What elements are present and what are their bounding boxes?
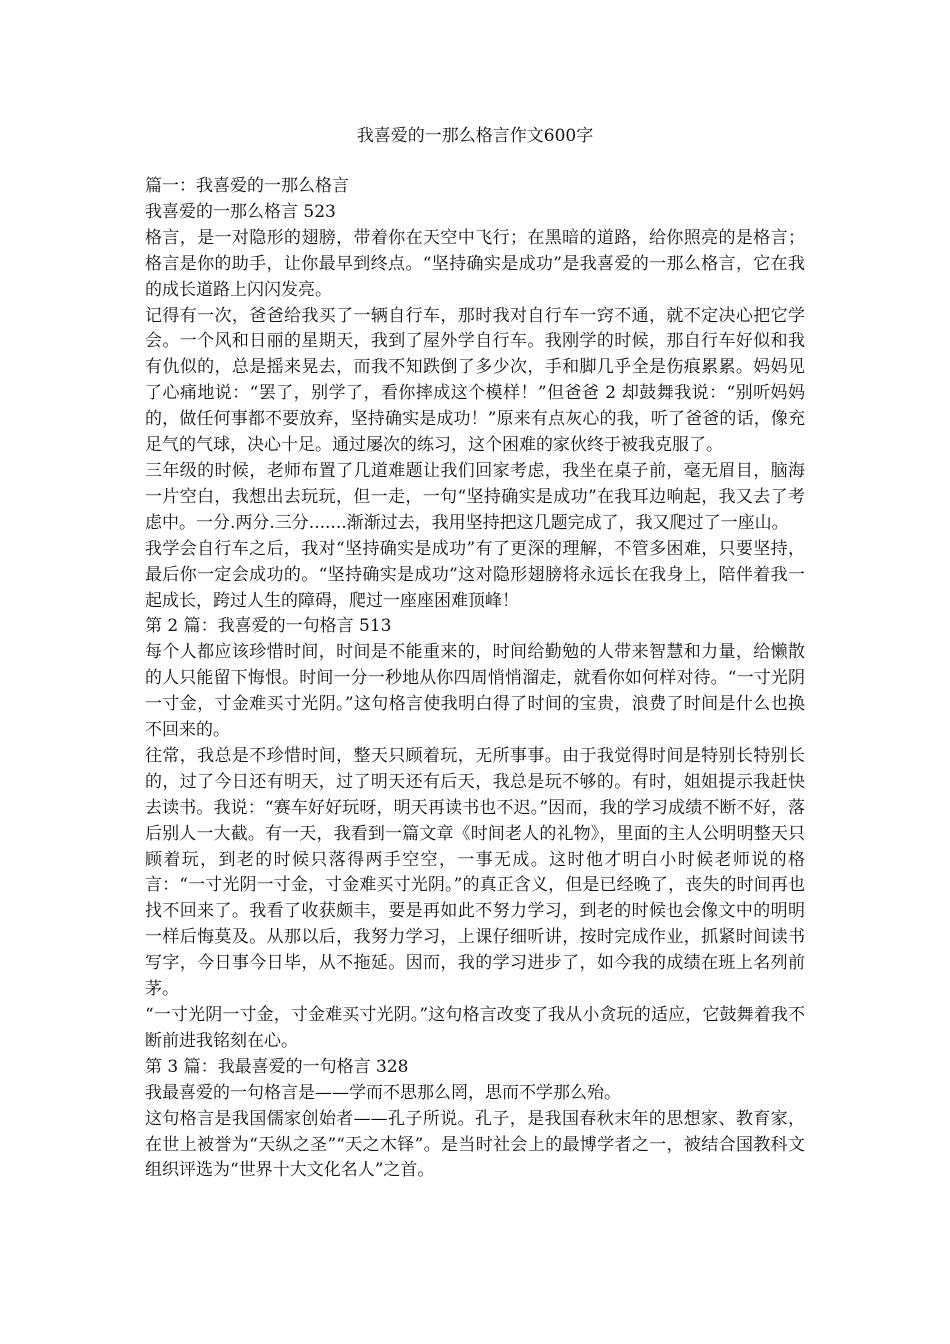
document-body	[145, 174, 805, 1184]
section-heading-1: 篇一：我喜爱的一那么格言	[145, 176, 349, 196]
paragraph: 往常，我总是不珍惜时间，整天只顾着玩，无所事事。由于我觉得时间是特别长特别长的，过了今日还有明天，过了明天还有后天，我总是玩不够的。有时，姐姐提示我赶快去读书。我说：“赛车好好玩呀，明天再读书也不迟。”因而，我的学习成绩不断不好，落后别人一大截。有一天，我看到一篇文章《时间老人的礼物》，里面的主人公明明整天只顾着玩，到老的时候只落得两手空空，一事无成。这时他才明白小时候老师说的格言：“一寸光阴一寸金，寸金难买寸光阴。”的真正含义，但是已经晚了，丧失的时间再也找不回来了。我看了收获颇丰，要是再如此不努力学习，到老的时候也会像文中的明明一样后悔莫及。从那以后，我努力学习，上课仔细听讲，按时完成作业，抓紧时间读书写字，今日事今日毕，从不拖延。因而，我的学习进步了，如今我的成绩在班上名列前茅。	[145, 745, 805, 1000]
paragraph: 三年级的时候，老师布置了几道难题让我们回家考虑，我坐在桌子前，毫无眉目，脑海一片空白，我想出去玩玩，但一走，一句“坚持确实是成功”在我耳边响起，我又去了考虑中。一分.两分.三分.......渐渐过去，我用坚持把这几题完成了，我又爬过了一座山。	[145, 460, 805, 533]
paragraph: 记得有一次，爸爸给我买了一辆自行车，那时我对自行车一窍不通，就不定决心把它学会。一个风和日丽的星期天，我到了屋外学自行车。我刚学的时候，那自行车好似和我有仇似的，总是摇来晃去，而我不知跌倒了多少次，手和脚几乎全是伤痕累累。妈妈见了心痛地说：“罢了，别学了，看你摔成这个模样！”但爸爸 2 却鼓舞我说：“别听妈妈的，做任何事都不要放弃，坚持确实是成功！”原来有点灰心的我，听了爸爸的话，像充足气的气球，决心十足。通过屡次的练习，这个困难的家伙终于被我克服了。	[145, 305, 805, 456]
paragraph: 格言，是一对隐形的翅膀，带着你在天空中飞行；在黑暗的道路，给你照亮的是格言；格言是你的助手，让你最早到终点。“坚持确实是成功”是我喜爱的一那么格言，它在我的成长道路上闪闪发亮。	[145, 227, 805, 300]
essay-subtitle-1: 我喜爱的一那么格言 523	[145, 201, 336, 222]
section-heading-2: 第 2 篇：我喜爱的一句格言 513	[145, 616, 392, 637]
paragraph: “一寸光阴一寸金，寸金难买寸光阴。”这句格言改变了我从小贪玩的适应，它鼓舞着我不断前进我铭刻在心。	[145, 1005, 805, 1051]
document-title: 我喜爱的一那么格言作文600字	[356, 126, 594, 146]
paragraph: 每个人都应该珍惜时间，时间是不能重来的，时间给勤勉的人带来智慧和力量，给懒散的人只能留下悔恨。时间一分一秒地从你四周悄悄溜走，就看你如何样对待。“一寸光阴一寸金，寸金难买寸光阴。”这句格言使我明白得了时间的宝贵，浪费了时间是什么也换不回来的。	[145, 642, 805, 741]
section-heading-3: 第 3 篇：我最喜爱的一句格言 328	[145, 1056, 409, 1077]
paragraph: 这句格言是我国儒家创始者——孔子所说。孔子，是我国春秋末年的思想家、教育家，在世上被誉为“天纵之圣”“天之木铎”。是当时社会上的最博学者之一，被结合国教科文组织评选为“世界十大文化名人”之首。	[145, 1108, 805, 1181]
paragraph: 我最喜爱的一句格言是——学而不思那么罔，思而不学那么殆。	[145, 1082, 621, 1103]
paragraph: 我学会自行车之后，我对“坚持确实是成功”有了更深的理解，不管多困难，只要坚持，最后你一定会成功的。“坚持确实是成功”这对隐形翅膀将永远长在我身上，陪伴着我一起成长，跨过人生的障碍，爬过一座座困难顶峰！	[145, 538, 805, 611]
